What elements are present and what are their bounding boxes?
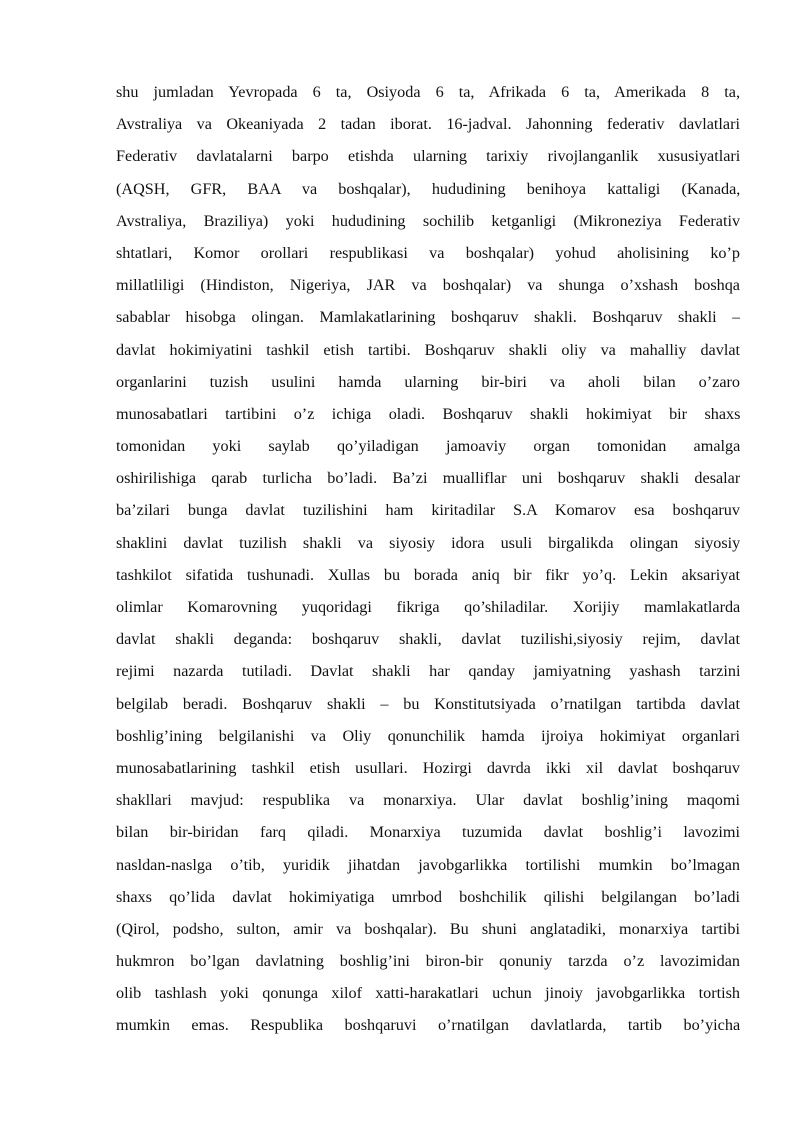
text-line: olib tashlash yoki qonunga xilof xatti-harakatlari uchun jinoiy javobgarlikka tortish [116,984,740,1003]
text-line: shakllari mavjud: respublika va monarxiya. Ular davlat boshlig’ining maqomi [116,791,740,810]
text-line: davlat hokimiyatini tashkil etish tartibi. Boshqaruv shakli oliy va mahalliy davlat [116,340,740,359]
text-line: boshlig’ining belgilanishi va Oliy qonunchilik hamda ijroiya hokimiyat organlari [116,726,740,745]
text-line: shtatlari, Komor orollari respublikasi va boshqalar) yohud aholisining ko’p [116,243,740,262]
text-line: millatliligi (Hindiston, Nigeriya, JAR va boshqalar) va shunga o’xshash boshqa [116,276,740,295]
text-line: tomonidan yoki saylab qo’yiladigan jamoaviy organ tomonidan amalga [116,437,740,456]
body-text [116,76,740,1042]
text-line: mumkin emas. Respublika boshqaruvi o’rnatilgan davlatlarda, tartib bo’yicha [116,1016,740,1035]
text-line: shaxs qo’lida davlat hokimiyatiga umrbod boshchilik qilishi belgilangan bo’ladi [116,887,740,906]
text-line: shu jumladan Yevropada 6 ta, Osiyoda 6 ta, Afrikada 6 ta, Amerikada 8 ta, [116,83,740,101]
text-line: tashkilot sifatida tushunadi. Xullas bu borada aniq bir fikr yo’q. Lekin aksariyat [116,565,740,584]
text-line: Federativ davlatalarni barpo etishda ularning tarixiy rivojlanganlik xususiyatlari [116,147,740,166]
text-line: bilan bir-biridan farq qiladi. Monarxiya tuzumida davlat boshlig’i lavozimi [116,823,740,842]
text-line: (Qirol, podsho, sulton, amir va boshqalar). Bu shuni anglatadiki, monarxiya tartibi [116,919,740,938]
text-line: organlarini tuzish usulini hamda ularning bir-biri va aholi bilan o’zaro [116,372,740,391]
text-line: belgilab beradi. Boshqaruv shakli – bu Konstitutsiyada o’rnatilgan tartibda davlat [116,694,740,713]
text-line: munosabatlari tartibini o’z ichiga oladi. Boshqaruv shakli hokimiyat bir shaxs [116,404,740,423]
text-line: rejimi nazarda tutiladi. Davlat shakli har qanday jamiyatning yashash tarzini [116,662,740,681]
text-line: Avstraliya va Okeaniyada 2 tadan iborat. 16-jadval. Jahonning federativ davlatlari [116,115,740,134]
text-line: olimlar Komarovning yuqoridagi fikriga qo’shiladilar. Xorijiy mamlakatlarda [116,598,740,616]
text-line: ba’zilari bunga davlat tuzilishini ham kiritadilar S.A Komarov esa boshqaruv [116,501,740,520]
text-line: shaklini davlat tuzilish shakli va siyosiy idora usuli birgalikda olingan siyosiy [116,533,740,552]
text-line: Avstraliya, Braziliya) yoki hududining sochilib ketganligi (Mikroneziya Federativ [116,211,740,230]
text-line: munosabatlarining tashkil etish usullari. Hozirgi davrda ikki xil davlat boshqaruv [116,758,740,777]
text-line: hukmron bo’lgan davlatning boshlig’ini biron-bir qonuniy tarzda o’z lavozimidan [116,952,740,971]
text-line: davlat shakli deganda: boshqaruv shakli, davlat tuzilishi,siyosiy rejim, davlat [116,630,740,649]
text-line: sabablar hisobga olingan. Mamlakatlarining boshqaruv shakli. Boshqaruv shakli – [116,308,740,327]
text-line: (AQSH, GFR, BAA va boshqalar), hududining benihoya kattaligi (Kanada, [116,179,740,198]
text-line: oshirilishiga qarab turlicha bo’ladi. Ba’zi mualliflar uni boshqaruv shakli desalar [116,469,740,488]
text-line: nasldan-naslga o’tib, yuridik jihatdan javobgarlikka tortilishi mumkin bo’lmagan [116,855,740,874]
